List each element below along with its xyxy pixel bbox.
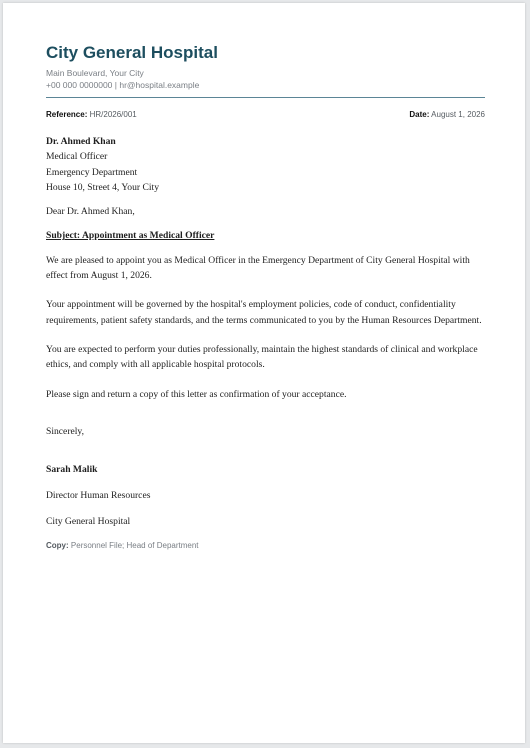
subject-line: Subject: Appointment as Medical Officer	[46, 230, 215, 242]
paragraph: We are pleased to appoint you as Medical Officer in the Emergency Department of City General Hospital with effect from August 1, 2026.	[46, 254, 470, 282]
paragraph: Your appointment will be governed by the hospital's employment policies, code of conduct, confidentiality requirements, patient safety standards, and the terms communicated to you by the Human Resources Department.	[46, 299, 482, 326]
paragraph: You are expected to perform your duties professionally, maintain the highest standards of clinical and workplace ethics, and comply with all applicable hospital protocols.	[46, 343, 478, 371]
salutation: Dear Dr. Ahmed Khan,	[46, 206, 135, 218]
signer-organization: City General Hospital	[46, 515, 131, 527]
date	[409, 109, 485, 121]
copy-line	[46, 540, 491, 552]
header-divider	[46, 97, 485, 98]
reference-label: Reference:	[46, 110, 88, 119]
reference-value: HR/2026/001	[89, 110, 137, 119]
recipient-block	[46, 134, 491, 195]
letter-body	[46, 134, 491, 552]
recipient-address: House 10, Street 4, Your City	[46, 181, 159, 193]
date-value: August 1, 2026	[431, 110, 485, 119]
signer-title: Director Human Resources	[46, 490, 151, 502]
recipient-name: Dr. Ahmed Khan	[46, 136, 116, 147]
hospital-address: Main Boulevard, Your City	[46, 68, 144, 78]
hospital-name: City General Hospital	[46, 43, 218, 62]
copy-label: Copy:	[46, 541, 69, 551]
copy-value: Personnel File; Head of Department	[70, 541, 199, 551]
letter-page	[3, 3, 525, 743]
closing: Sincerely,	[46, 425, 85, 437]
paragraph: Please sign and return a copy of this letter as confirmation of your acceptance.	[46, 388, 347, 400]
date-label: Date:	[409, 110, 430, 119]
reference	[46, 109, 137, 121]
signer-name: Sarah Malik	[46, 464, 98, 476]
letterhead	[46, 43, 485, 91]
hospital-contact: +00 000 0000000 | hr@hospital.example	[46, 80, 200, 90]
recipient-department: Emergency Department	[46, 166, 138, 178]
recipient-title: Medical Officer	[46, 151, 108, 163]
